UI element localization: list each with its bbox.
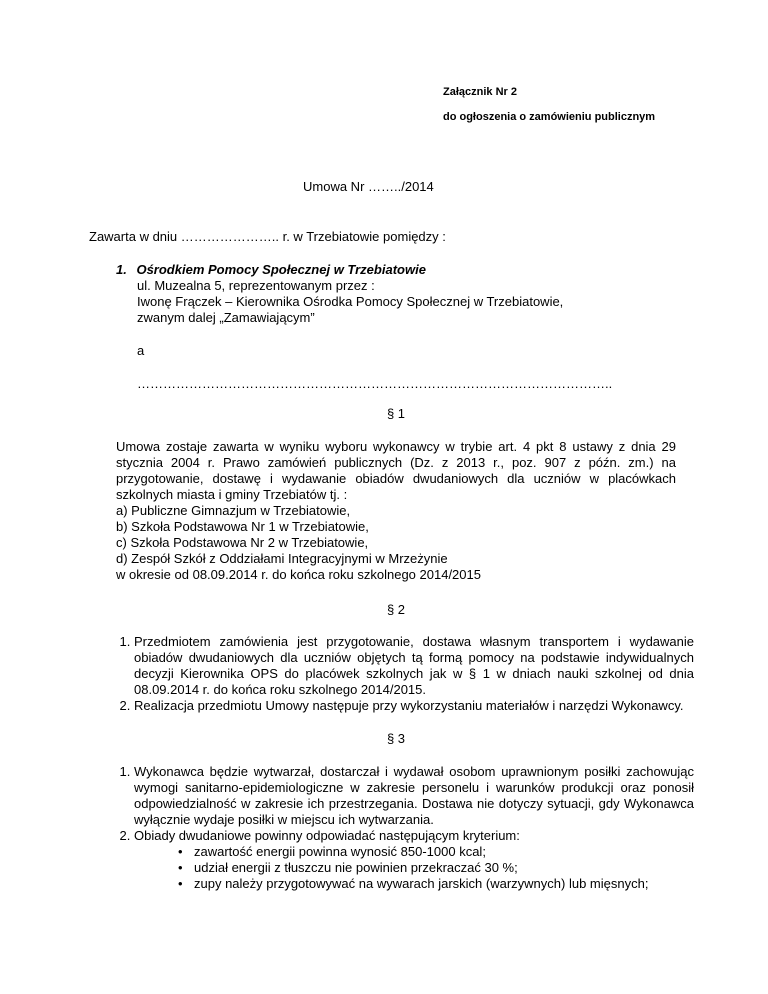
section1-intro: Umowa zostaje zawarta w wyniku wyboru wykonawcy w trybie art. 4 pkt 8 ustawy z dnia 29 stycznia 2004 r. Prawo zamówień publicznych (Dz. z 2013 r., poz. 907 z późn. zm.) na przygotowanie, dostawę i wydawanie obiadów dwudaniowych dla uczniów w placówkach szkolnych miasta i gminy Trzebiatów tj. : — [116, 439, 676, 502]
section3-item2-text: Obiady dwudaniowe powinny odpowiadać następującym kryterium: — [134, 828, 520, 843]
party1-name: Ośrodkiem Pomocy Społecznej w Trzebiatowie — [136, 262, 426, 277]
attachment-label: Załącznik Nr 2 — [443, 86, 517, 98]
contract-title: Umowa Nr ……../2014 — [303, 179, 434, 194]
party1-block — [116, 262, 426, 278]
section3-heading: § 3 — [386, 731, 406, 746]
section2-item: 2. Realizacja przedmiotu Umowy następuje przy wykorzystaniu materiałów i narzędzi Wykonawcy. — [134, 698, 694, 714]
party2-dots: ……………………………………………………………………………………………….. — [137, 376, 613, 391]
nutrition-criteria-list — [134, 844, 694, 892]
section3-list — [116, 764, 694, 892]
section2-heading: § 2 — [386, 602, 406, 617]
section1-period: w okresie od 08.09.2014 r. do końca roku szkolnego 2014/2015 — [116, 567, 481, 582]
criteria-bullet: • zupy należy przygotowywać na wywarach jarskich (warzywnych) lub mięsnych; — [194, 876, 694, 892]
party1-representative: Iwonę Frączek – Kierownika Ośrodka Pomocy Społecznej w Trzebiatowie, — [137, 294, 564, 309]
section1-heading: § 1 — [386, 406, 406, 421]
criteria-bullet: • zawartość energii powinna wynosić 850-1000 kcal; — [194, 844, 694, 860]
criteria-bullet: • udział energii z tłuszczu nie powinien przekraczać 30 %; — [194, 860, 694, 876]
section2-item: 1. Przedmiotem zamówienia jest przygotowanie, dostawa własnym transportem i wydawanie obiadów dwudaniowych dla uczniów objętych tą formą pomocy na podstawie indywidualnych decyzji Kierownika OPS do placówek szkolnych jak w § 1 w dniach nauki szkolnej od dnia 08.09.2014 r. do końca roku szkolnego 2014/2015. — [134, 634, 694, 698]
section2-list — [116, 634, 694, 714]
party1-number: 1. — [116, 262, 127, 277]
section1-item-a: a) Publiczne Gimnazjum w Trzebiatowie, — [116, 503, 351, 518]
section1-item-d: d) Zespół Szkół z Oddziałami Integracyjnymi w Mrzeżynie — [116, 551, 448, 566]
attachment-subtitle: do ogłoszenia o zamówieniu publicznym — [443, 111, 656, 123]
and-label: a — [137, 343, 145, 358]
intro-line: Zawarta w dniu ………………….. r. w Trzebiatowie pomiędzy : — [89, 229, 446, 244]
section1-item-b: b) Szkoła Podstawowa Nr 1 w Trzebiatowie, — [116, 519, 369, 534]
party1-address: ul. Muzealna 5, reprezentowanym przez : — [137, 278, 375, 293]
section3-item — [134, 828, 694, 892]
section1-text — [116, 439, 676, 583]
party1-called: zwanym dalej „Zamawiającym” — [137, 310, 315, 325]
section1-item-c: c) Szkoła Podstawowa Nr 2 w Trzebiatowie, — [116, 535, 369, 550]
section3-item: 1. Wykonawca będzie wytwarzał, dostarczał i wydawał osobom uprawnionym posiłki zachowując wymogi sanitarno-epidemiologiczne w zakresie personelu i warunków produkcji oraz ponosił odpowiedzialność w zakresie ich przestrzegania. Dostawa nie dotyczy sytuacji, gdy Wykonawca wyłącznie wydaje posiłki w miejscu ich wytwarzania. — [134, 764, 694, 828]
